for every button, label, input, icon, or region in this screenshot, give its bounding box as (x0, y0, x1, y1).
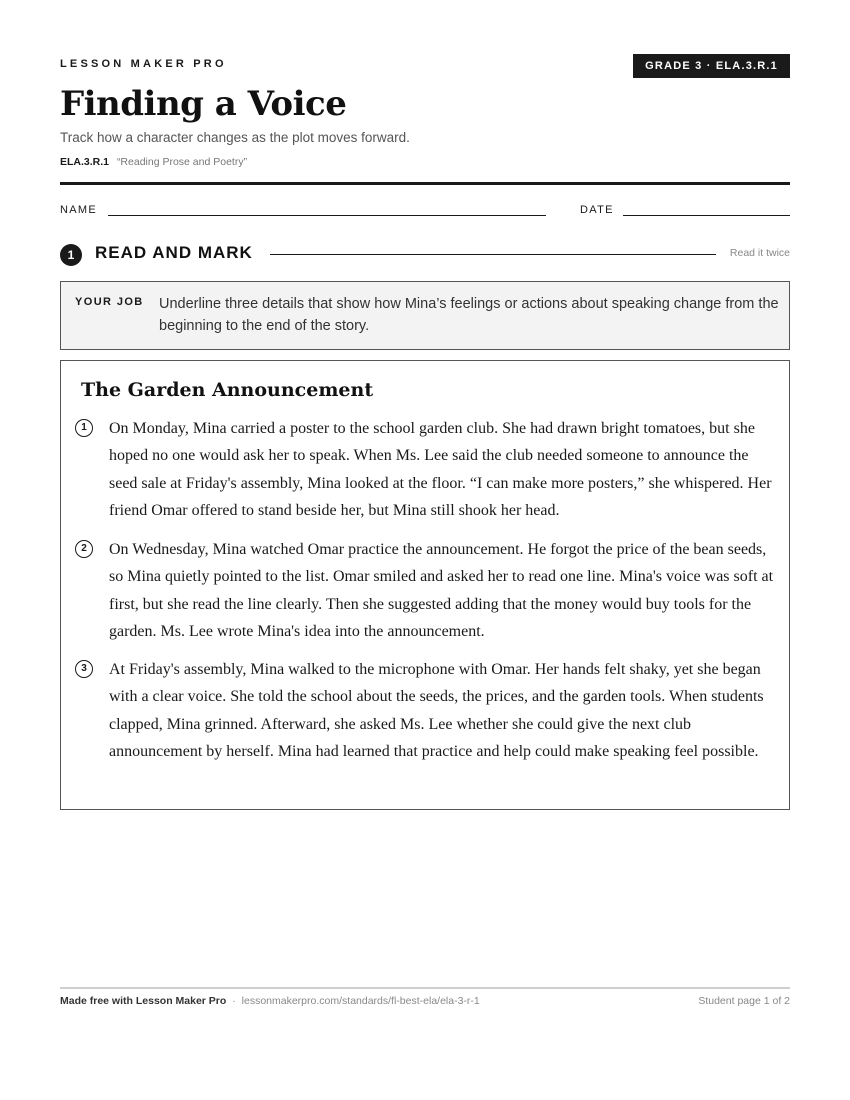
section-rule (270, 254, 716, 255)
date-label: DATE (580, 204, 614, 216)
paragraph-number: 3 (75, 660, 93, 678)
standard-name: “Reading Prose and Poetry” (116, 156, 248, 168)
worksheet-page (60, 0, 790, 1100)
reading-passage (60, 360, 790, 810)
date-field[interactable] (623, 215, 790, 216)
paragraph-number: 2 (75, 540, 93, 558)
passage-title: The Garden Announcement (81, 379, 374, 401)
footer-separator: · (232, 995, 236, 1007)
your-job-text: Underline three details that show how Mina’s feelings or actions about speaking change from the beginning to the end of the story. (159, 296, 779, 334)
brand-name: LESSON MAKER PRO (60, 58, 227, 70)
section-note: Read it twice (729, 247, 790, 259)
paragraph-text: At Friday's assembly, Mina walked to the microphone with Omar. Her hands felt shaky, yet she began with a clear voice. She told the school about the seeds, the prices, and the garden tools. When students clapped, Mina grinned. Afterward, she asked Ms. Lee whether she could give the next club announcement by herself. Mina had learned that practice and help could make speaking feel possible. (109, 661, 764, 760)
footer-url[interactable]: lessonmakerpro.com/standards/fl-best-ela/ela-3-r-1 (241, 995, 480, 1007)
footer-made-with: Made free with Lesson Maker Pro (60, 995, 227, 1007)
page-subtitle: Track how a character changes as the plot moves forward. (60, 130, 410, 145)
standard-line (60, 156, 247, 168)
section-number-badge: 1 (60, 244, 82, 266)
paragraph-text: On Monday, Mina carried a poster to the school garden club. She had drawn bright tomatoes, but she hoped no one would ask her to speak. When Ms. Lee said the club needed someone to announce the seed sale at Friday's assembly, Mina looked at the floor. “I can make more posters,” she whispered. Her friend Omar offered to stand beside her, but Mina still shook her head. (109, 420, 772, 519)
paragraph-number: 1 (75, 419, 93, 437)
header-divider (60, 182, 790, 185)
name-field[interactable] (108, 215, 546, 216)
your-job-label: YOUR JOB (75, 296, 144, 308)
paragraph-text: On Wednesday, Mina watched Omar practice the announcement. He forgot the price of the bean seeds, so Mina quietly pointed to the list. Omar smiled and asked her to read one line. Mina's voice was soft at first, but she read the line clearly. Then she suggested adding that the money would buy tools for the garden. Ms. Lee wrote Mina's idea into the announcement. (109, 541, 774, 640)
standard-code: ELA.3.R.1 (60, 156, 110, 168)
your-job-box (60, 281, 790, 350)
grade-badge: GRADE 3 · ELA.3.R.1 (633, 54, 790, 78)
page-title: Finding a Voice (60, 84, 347, 124)
footer-divider (60, 987, 790, 989)
section-header (60, 242, 790, 268)
section-title: READ AND MARK (95, 243, 253, 262)
name-label: NAME (60, 204, 97, 216)
footer-credit (60, 995, 480, 1007)
page-indicator: Student page 1 of 2 (698, 995, 790, 1007)
